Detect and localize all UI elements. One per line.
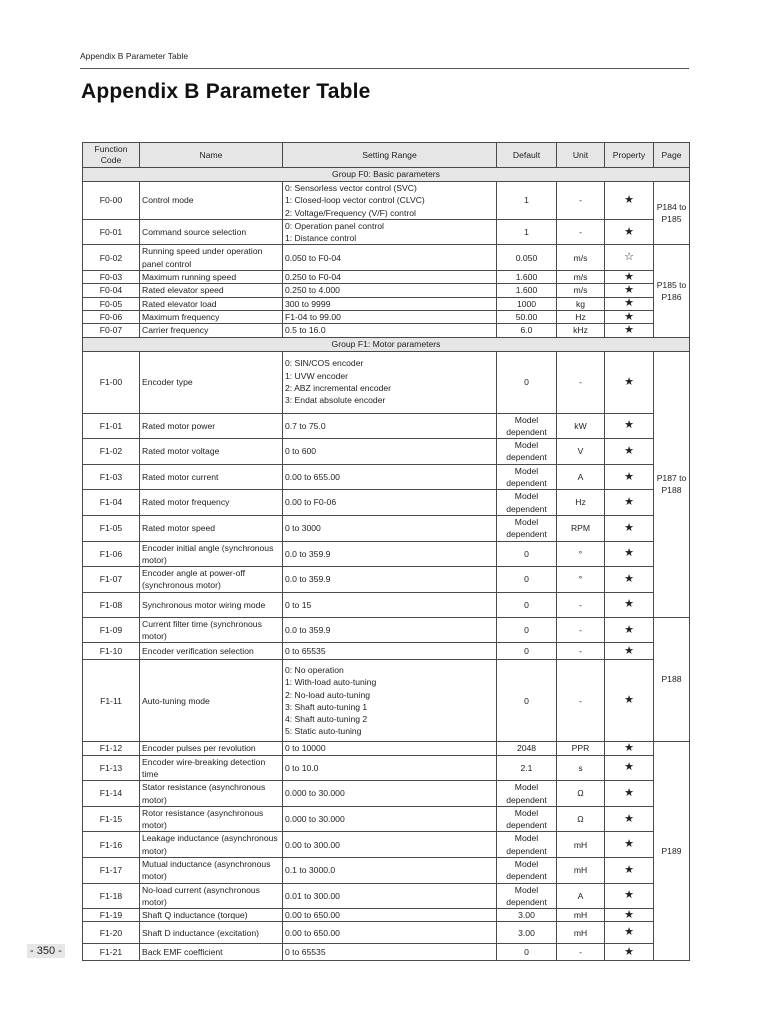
- default-value: 0: [497, 541, 557, 567]
- table-row: [83, 592, 690, 617]
- parameter-name: Auto-tuning mode: [140, 660, 283, 742]
- default-value: 1.600: [497, 284, 557, 297]
- setting-range: 0 to 15: [283, 592, 497, 617]
- property-star-icon: ★: [605, 742, 654, 755]
- function-code: F0-03: [83, 271, 140, 284]
- table-row: [83, 922, 690, 944]
- table-row: [83, 883, 690, 909]
- unit: kHz: [557, 324, 605, 337]
- property-star-icon: ★: [605, 284, 654, 297]
- parameter-name: Encoder initial angle (synchronous motor): [140, 541, 283, 567]
- default-value: Model dependent: [497, 515, 557, 541]
- table-row: [83, 617, 690, 643]
- function-code: F0-00: [83, 182, 140, 220]
- property-star-icon: ★: [605, 490, 654, 516]
- table-header-row: [83, 143, 690, 168]
- page-reference: P185 to P186: [654, 245, 690, 337]
- page-number: - 350 -: [27, 944, 65, 958]
- setting-range: 0.00 to 655.00: [283, 464, 497, 490]
- parameter-name: Encoder wire-breaking detection time: [140, 755, 283, 781]
- unit: m/s: [557, 245, 605, 271]
- parameter-name: Rated motor voltage: [140, 439, 283, 465]
- parameter-name: Maximum running speed: [140, 271, 283, 284]
- parameter-name: Encoder pulses per revolution: [140, 742, 283, 755]
- col-header-unit: Unit: [557, 143, 605, 168]
- default-value: 3.00: [497, 909, 557, 922]
- default-value: 1.600: [497, 271, 557, 284]
- unit: mH: [557, 857, 605, 883]
- table-row: [83, 245, 690, 271]
- page-reference: P184 to P185: [654, 182, 690, 245]
- function-code: F1-11: [83, 660, 140, 742]
- function-code: F1-20: [83, 922, 140, 944]
- table-row: [83, 284, 690, 297]
- table-row: [83, 324, 690, 337]
- unit: m/s: [557, 271, 605, 284]
- function-code: F0-04: [83, 284, 140, 297]
- property-star-icon: ★: [605, 755, 654, 781]
- default-value: Model dependent: [497, 832, 557, 858]
- function-code: F1-12: [83, 742, 140, 755]
- table-row: [83, 182, 690, 220]
- table-row: [83, 660, 690, 742]
- col-header-page: Page: [654, 143, 690, 168]
- parameter-name: Back EMF coefficient: [140, 944, 283, 961]
- setting-range: 0.050 to F0-04: [283, 245, 497, 271]
- setting-range: F1-04 to 99.00: [283, 310, 497, 323]
- property-star-icon: ★: [605, 660, 654, 742]
- default-value: 0: [497, 643, 557, 660]
- parameter-name: Carrier frequency: [140, 324, 283, 337]
- default-value: 0: [497, 592, 557, 617]
- function-code: F1-03: [83, 464, 140, 490]
- table-row: [83, 219, 690, 245]
- table-row: [83, 271, 690, 284]
- default-value: 1000: [497, 297, 557, 310]
- function-code: F0-07: [83, 324, 140, 337]
- table-row: [83, 909, 690, 922]
- function-code: F1-14: [83, 781, 140, 807]
- property-star-icon: ★: [605, 297, 654, 310]
- property-star-icon: ★: [605, 944, 654, 961]
- parameter-name: Encoder verification selection: [140, 643, 283, 660]
- function-code: F1-04: [83, 490, 140, 516]
- default-value: 2048: [497, 742, 557, 755]
- property-star-icon: ★: [605, 541, 654, 567]
- table-row: [83, 806, 690, 832]
- function-code: F0-06: [83, 310, 140, 323]
- unit: -: [557, 592, 605, 617]
- default-value: Model dependent: [497, 490, 557, 516]
- table-row: [83, 515, 690, 541]
- setting-range: 0.0 to 359.9: [283, 541, 497, 567]
- col-header-property: Property: [605, 143, 654, 168]
- function-code: F1-07: [83, 567, 140, 593]
- setting-range: 0: No operation 1: With-load auto-tuning 2: No-load auto-tuning 3: Shaft auto-tuning 1 4: Shaft auto-tuning 2 5: Static auto-tuning: [283, 660, 497, 742]
- group-header-row: [83, 337, 690, 351]
- page-reference: P187 to P188: [654, 351, 690, 617]
- unit: kW: [557, 413, 605, 439]
- table-row: [83, 755, 690, 781]
- property-star-icon: ★: [605, 413, 654, 439]
- function-code: F0-01: [83, 219, 140, 245]
- setting-range: 0 to 10000: [283, 742, 497, 755]
- parameter-name: Shaft Q inductance (torque): [140, 909, 283, 922]
- setting-range: 0 to 3000: [283, 515, 497, 541]
- header-rule: [80, 68, 689, 69]
- unit: mH: [557, 832, 605, 858]
- function-code: F1-05: [83, 515, 140, 541]
- default-value: 0: [497, 351, 557, 413]
- setting-range: 0.000 to 30.000: [283, 806, 497, 832]
- parameter-name: Command source selection: [140, 219, 283, 245]
- function-code: F1-09: [83, 617, 140, 643]
- parameter-name: No-load current (asynchronous motor): [140, 883, 283, 909]
- function-code: F1-06: [83, 541, 140, 567]
- setting-range: 0: Sensorless vector control (SVC) 1: Closed-loop vector control (CLVC) 2: Voltage/Frequency (V/F) control: [283, 182, 497, 220]
- function-code: F0-05: [83, 297, 140, 310]
- parameter-name: Stator resistance (asynchronous motor): [140, 781, 283, 807]
- parameter-name: Control mode: [140, 182, 283, 220]
- unit: -: [557, 643, 605, 660]
- function-code: F1-00: [83, 351, 140, 413]
- page-reference: P189: [654, 742, 690, 961]
- property-star-icon: ☆: [605, 245, 654, 271]
- function-code: F1-13: [83, 755, 140, 781]
- parameter-name: Current filter time (synchronous motor): [140, 617, 283, 643]
- default-value: 0: [497, 617, 557, 643]
- property-star-icon: ★: [605, 324, 654, 337]
- col-header-code: Function Code: [83, 143, 140, 168]
- group-header-row: [83, 168, 690, 182]
- unit: s: [557, 755, 605, 781]
- group-header: Group F0: Basic parameters: [83, 168, 690, 182]
- unit: °: [557, 541, 605, 567]
- function-code: F1-10: [83, 643, 140, 660]
- setting-range: 0: Operation panel control 1: Distance control: [283, 219, 497, 245]
- property-star-icon: ★: [605, 439, 654, 465]
- page-reference: P188: [654, 617, 690, 742]
- property-star-icon: ★: [605, 922, 654, 944]
- setting-range: 0.0 to 359.9: [283, 567, 497, 593]
- setting-range: 0.250 to F0-04: [283, 271, 497, 284]
- table-row: [83, 781, 690, 807]
- unit: PPR: [557, 742, 605, 755]
- setting-range: 0.00 to F0-06: [283, 490, 497, 516]
- parameter-name: Rated motor power: [140, 413, 283, 439]
- property-star-icon: ★: [605, 219, 654, 245]
- unit: -: [557, 182, 605, 220]
- setting-range: 0.00 to 300.00: [283, 832, 497, 858]
- property-star-icon: ★: [605, 182, 654, 220]
- default-value: Model dependent: [497, 781, 557, 807]
- parameter-name: Shaft D inductance (excitation): [140, 922, 283, 944]
- table-row: [83, 490, 690, 516]
- parameter-name: Maximum frequency: [140, 310, 283, 323]
- function-code: F0-02: [83, 245, 140, 271]
- default-value: 0: [497, 944, 557, 961]
- function-code: F1-08: [83, 592, 140, 617]
- function-code: F1-16: [83, 832, 140, 858]
- default-value: 6.0: [497, 324, 557, 337]
- parameter-name: Rated elevator load: [140, 297, 283, 310]
- table-row: [83, 857, 690, 883]
- table-row: [83, 297, 690, 310]
- default-value: 0: [497, 660, 557, 742]
- property-star-icon: ★: [605, 883, 654, 909]
- setting-range: 0.00 to 650.00: [283, 922, 497, 944]
- property-star-icon: ★: [605, 857, 654, 883]
- parameter-name: Encoder type: [140, 351, 283, 413]
- default-value: Model dependent: [497, 806, 557, 832]
- default-value: 3.00: [497, 922, 557, 944]
- setting-range: 0 to 600: [283, 439, 497, 465]
- property-star-icon: ★: [605, 464, 654, 490]
- setting-range: 0.5 to 16.0: [283, 324, 497, 337]
- default-value: Model dependent: [497, 464, 557, 490]
- default-value: Model dependent: [497, 857, 557, 883]
- function-code: F1-15: [83, 806, 140, 832]
- property-star-icon: ★: [605, 909, 654, 922]
- col-header-default: Default: [497, 143, 557, 168]
- property-star-icon: ★: [605, 643, 654, 660]
- setting-range: 0.250 to 4.000: [283, 284, 497, 297]
- unit: -: [557, 660, 605, 742]
- parameter-table: [82, 142, 690, 961]
- table-row: [83, 643, 690, 660]
- default-value: 1: [497, 182, 557, 220]
- setting-range: 0 to 10.0: [283, 755, 497, 781]
- property-star-icon: ★: [605, 271, 654, 284]
- property-star-icon: ★: [605, 781, 654, 807]
- default-value: Model dependent: [497, 439, 557, 465]
- default-value: 0.050: [497, 245, 557, 271]
- setting-range: 0.1 to 3000.0: [283, 857, 497, 883]
- unit: Hz: [557, 310, 605, 323]
- unit: m/s: [557, 284, 605, 297]
- page-title: Appendix B Parameter Table: [81, 80, 371, 103]
- unit: -: [557, 219, 605, 245]
- unit: V: [557, 439, 605, 465]
- unit: -: [557, 617, 605, 643]
- parameter-name: Rated elevator speed: [140, 284, 283, 297]
- parameter-name: Rated motor current: [140, 464, 283, 490]
- parameter-name: Rated motor speed: [140, 515, 283, 541]
- property-star-icon: ★: [605, 592, 654, 617]
- table-row: [83, 413, 690, 439]
- unit: kg: [557, 297, 605, 310]
- function-code: F1-19: [83, 909, 140, 922]
- unit: mH: [557, 922, 605, 944]
- default-value: 2.1: [497, 755, 557, 781]
- unit: A: [557, 464, 605, 490]
- unit: Ω: [557, 806, 605, 832]
- table-row: [83, 351, 690, 413]
- col-header-range: Setting Range: [283, 143, 497, 168]
- function-code: F1-18: [83, 883, 140, 909]
- setting-range: 0.7 to 75.0: [283, 413, 497, 439]
- col-header-name: Name: [140, 143, 283, 168]
- table-row: [83, 464, 690, 490]
- function-code: F1-01: [83, 413, 140, 439]
- property-star-icon: ★: [605, 617, 654, 643]
- parameter-name: Rated motor frequency: [140, 490, 283, 516]
- unit: °: [557, 567, 605, 593]
- parameter-name: Rotor resistance (asynchronous motor): [140, 806, 283, 832]
- setting-range: 0.0 to 359.9: [283, 617, 497, 643]
- unit: Hz: [557, 490, 605, 516]
- parameter-name: Running speed under operation panel control: [140, 245, 283, 271]
- setting-range: 0 to 65535: [283, 944, 497, 961]
- default-value: 0: [497, 567, 557, 593]
- default-value: Model dependent: [497, 883, 557, 909]
- table-row: [83, 567, 690, 593]
- table-row: [83, 742, 690, 755]
- table-row: [83, 541, 690, 567]
- setting-range: 0.01 to 300.00: [283, 883, 497, 909]
- setting-range: 300 to 9999: [283, 297, 497, 310]
- group-header: Group F1: Motor parameters: [83, 337, 690, 351]
- unit: -: [557, 944, 605, 961]
- unit: RPM: [557, 515, 605, 541]
- default-value: 50.00: [497, 310, 557, 323]
- unit: -: [557, 351, 605, 413]
- default-value: Model dependent: [497, 413, 557, 439]
- default-value: 1: [497, 219, 557, 245]
- parameter-name: Mutual inductance (asynchronous motor): [140, 857, 283, 883]
- property-star-icon: ★: [605, 310, 654, 323]
- running-header: Appendix B Parameter Table: [80, 51, 189, 61]
- table-row: [83, 944, 690, 961]
- property-star-icon: ★: [605, 567, 654, 593]
- table-row: [83, 439, 690, 465]
- unit: mH: [557, 909, 605, 922]
- setting-range: 0.000 to 30.000: [283, 781, 497, 807]
- parameter-name: Synchronous motor wiring mode: [140, 592, 283, 617]
- function-code: F1-21: [83, 944, 140, 961]
- table-row: [83, 310, 690, 323]
- setting-range: 0: SIN/COS encoder 1: UVW encoder 2: ABZ incremental encoder 3: Endat absolute encoder: [283, 351, 497, 413]
- unit: Ω: [557, 781, 605, 807]
- function-code: F1-17: [83, 857, 140, 883]
- table-row: [83, 832, 690, 858]
- unit: A: [557, 883, 605, 909]
- property-star-icon: ★: [605, 832, 654, 858]
- setting-range: 0.00 to 650.00: [283, 909, 497, 922]
- property-star-icon: ★: [605, 806, 654, 832]
- property-star-icon: ★: [605, 515, 654, 541]
- property-star-icon: ★: [605, 351, 654, 413]
- parameter-name: Leakage inductance (asynchronous motor): [140, 832, 283, 858]
- function-code: F1-02: [83, 439, 140, 465]
- parameter-name: Encoder angle at power-off (synchronous motor): [140, 567, 283, 593]
- setting-range: 0 to 65535: [283, 643, 497, 660]
